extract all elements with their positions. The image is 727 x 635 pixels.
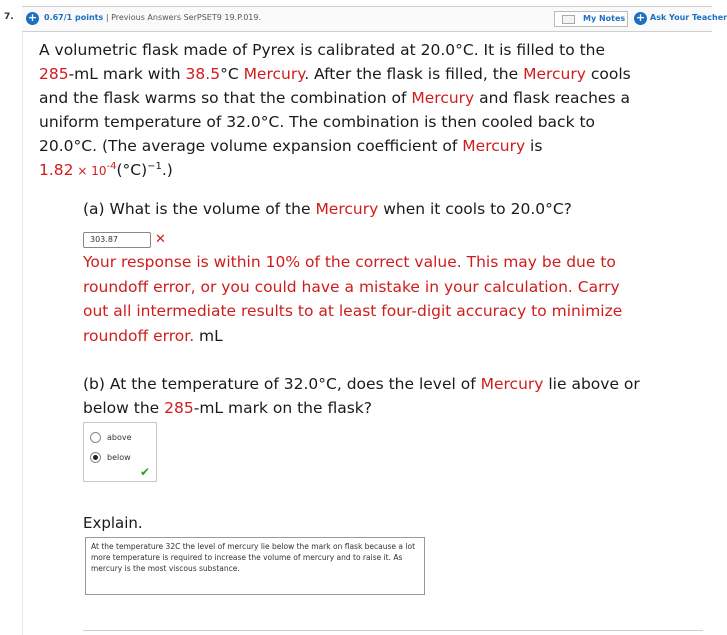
- stem-text: . After the flask is filled, the: [304, 65, 524, 83]
- previous-answers-link[interactable]: Previous Answers: [111, 13, 182, 22]
- radio-label: above: [107, 433, 132, 442]
- volume-value: 285: [39, 65, 69, 83]
- answer-unit: mL: [194, 326, 223, 345]
- question-header: [0, 6, 727, 32]
- stem-line-5: [39, 134, 699, 158]
- unit-exponent: −1: [147, 161, 162, 172]
- substance-name: Mercury: [480, 375, 544, 393]
- feedback-line: out all intermediate results to at least four-digit accuracy to minimize: [83, 302, 623, 320]
- substance-name: Mercury: [243, 65, 305, 83]
- ask-teacher-plus-icon[interactable]: +: [635, 11, 646, 24]
- part-a-feedback: [83, 250, 693, 348]
- expansion-coefficient: [39, 158, 699, 183]
- temperature-value: 38.5: [185, 65, 221, 83]
- stem-line-2: [39, 62, 699, 86]
- coefficient-value: 1.82: [39, 161, 74, 179]
- stem-text: cools: [585, 65, 631, 83]
- feedback-line: roundoff error, or you could have a mistake in your calculation. Carry: [83, 277, 620, 296]
- radio-label: below: [107, 453, 131, 462]
- coefficient-exponent: -4: [106, 161, 117, 172]
- stem-text: -mL mark with: [68, 65, 186, 83]
- substance-name: Mercury: [315, 200, 379, 218]
- my-notes-button[interactable]: [554, 11, 628, 27]
- coefficient-unit: (°C): [116, 161, 148, 179]
- substance-name: Mercury: [411, 89, 475, 107]
- question-text: below the: [83, 399, 165, 417]
- stem-line-4: uniform temperature of 32.0°C. The combination is then cooled back to: [39, 113, 596, 131]
- question-line: [83, 396, 703, 420]
- problem-statement: [39, 38, 699, 183]
- points-label: 0.67/1 points: [44, 13, 104, 22]
- substance-name: Mercury: [523, 65, 586, 83]
- part-a-question: [83, 200, 572, 218]
- feedback-line: [83, 324, 693, 349]
- question-text: -mL mark on the flask?: [193, 399, 372, 417]
- part-b-radio-group: [83, 422, 157, 482]
- stem-text: and flask reaches a: [474, 89, 630, 107]
- stem-text: is: [525, 137, 543, 155]
- stem-line-1: A volumetric flask made of Pyrex is calibrated at 20.0°C. It is filled to the: [39, 41, 606, 59]
- correct-check-icon: ✔: [140, 465, 151, 479]
- incorrect-x-icon: ✕: [155, 232, 166, 247]
- question-number: 7.: [4, 12, 14, 22]
- stem-text: and the flask warms so that the combination of: [39, 89, 412, 107]
- radio-button-selected[interactable]: [90, 452, 101, 463]
- question-header-bar: [22, 6, 727, 32]
- stem-text: .): [161, 161, 173, 179]
- stem-text: 20.0°C. (The average volume expansion coefficient of: [39, 137, 463, 155]
- divider: [83, 630, 703, 631]
- my-notes-label: My Notes: [583, 14, 626, 23]
- stem-text: °C: [220, 65, 244, 83]
- question-text: when it cools to 20.0°C?: [378, 200, 572, 218]
- part-b-question: [83, 372, 703, 420]
- separator: |: [105, 13, 109, 22]
- notes-icon: [562, 15, 575, 24]
- substance-name: Mercury: [462, 137, 526, 155]
- question-body: [22, 32, 700, 635]
- explain-textarea[interactable]: At the temperature 32C the level of mercury lie below the mark on flask because a lot more temperature is required to increase the volume of mercury and to raise it. As mercury is the most viscous substance.: [85, 537, 425, 595]
- feedback-line: Your response is within 10% of the correct value. This may be due to: [83, 253, 616, 271]
- radio-button[interactable]: [90, 432, 101, 443]
- feedback-text: roundoff error.: [83, 326, 195, 345]
- expand-plus-icon[interactable]: +: [27, 11, 38, 24]
- points-info: [44, 13, 261, 22]
- volume-value: 285: [164, 399, 194, 417]
- question-text: lie above or: [543, 375, 640, 393]
- question-text: (b) At the temperature of 32.0°C, does the level of: [83, 375, 481, 393]
- explain-label: Explain.: [83, 514, 143, 532]
- coefficient-times: × 10: [73, 164, 107, 178]
- problem-id: SerPSET9 19.P.019.: [183, 13, 262, 22]
- question-text: (a) What is the volume of the: [83, 200, 316, 218]
- ask-teacher-button[interactable]: Ask Your Teacher: [650, 13, 727, 22]
- question-line: [83, 372, 703, 396]
- stem-line-3: [39, 86, 699, 110]
- part-a-answer-input[interactable]: 303.87: [83, 232, 151, 248]
